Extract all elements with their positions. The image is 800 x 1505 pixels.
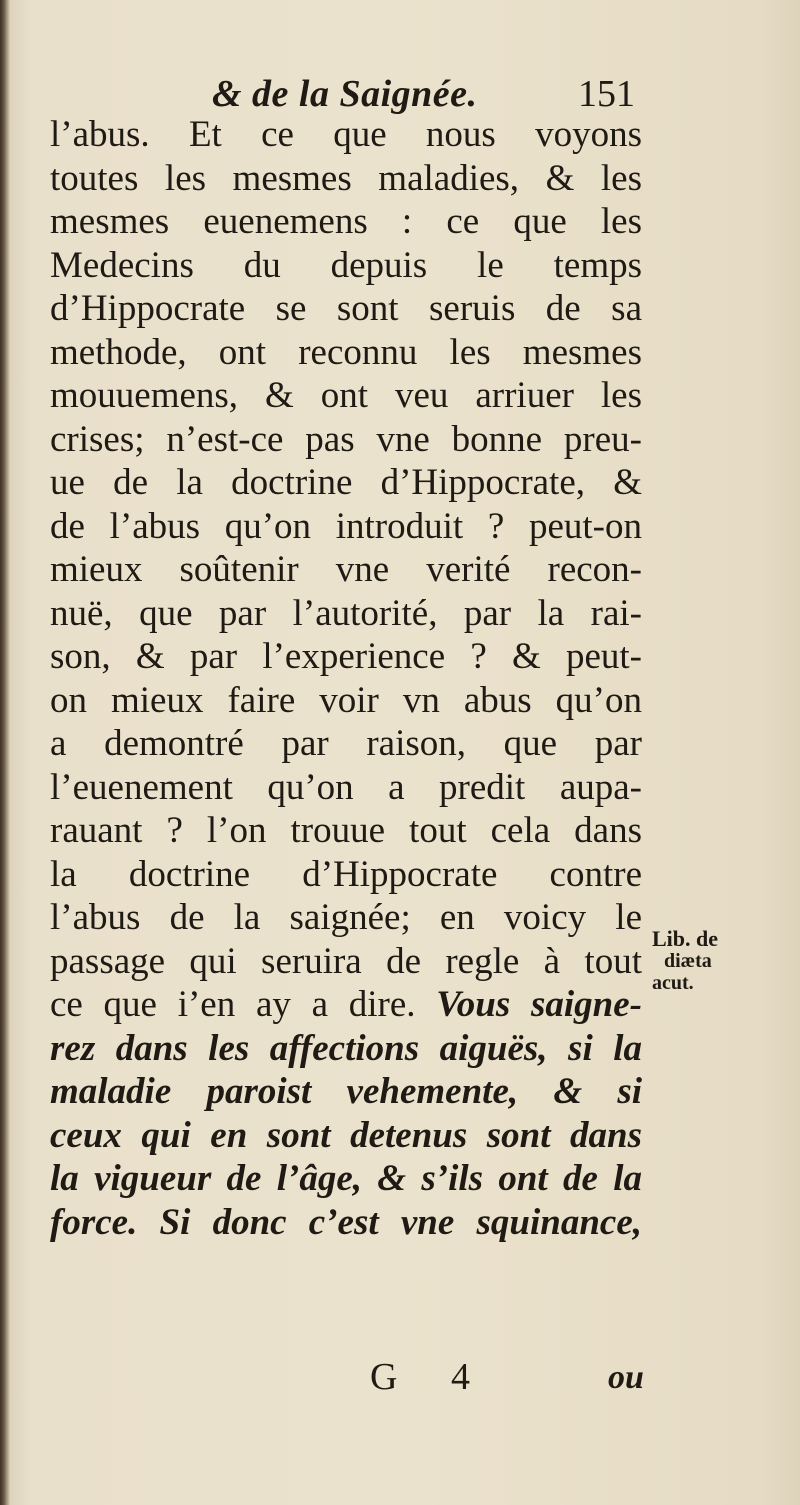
- text-line: ue de la doctrine d’Hippocrate, &: [50, 462, 642, 503]
- text-line: passage qui seruira de regle à tout: [50, 940, 642, 982]
- text-line: Medecins du depuis le temps: [50, 244, 642, 286]
- text-line: de l’abus qu’on introduit ? peut-on: [50, 505, 642, 547]
- text-line: l’abus. Et ce que nous voyons: [50, 114, 642, 155]
- text-line: l’euenement qu’on a predit aupa-: [50, 766, 642, 808]
- italic-segment: Vous saigne-: [436, 984, 642, 1025]
- italic-line: maladie paroist vehemente, & si: [50, 1071, 642, 1112]
- text-line: a demontré par raison, que par: [50, 723, 642, 764]
- text-line: la doctrine d’Hippocrate contre: [50, 853, 642, 895]
- text-line: mesmes euenemens : ce que les: [50, 201, 642, 242]
- roman-segment: ce que i’en ay a dire.: [50, 984, 416, 1025]
- text-line: son, & par l’experience ? & peut-: [50, 636, 642, 677]
- italic-line: force. Si donc c’est vne squinance,: [50, 1201, 642, 1243]
- page-footer: [0, 1355, 800, 1405]
- text-line: mouuemens, & ont veu arriuer les: [50, 375, 642, 416]
- text-line: d’Hippocrate se sont seruis de sa: [50, 288, 642, 329]
- signature-mark: G 4: [370, 1356, 492, 1398]
- text-line: rauant ? l’on trouue tout cela dans: [50, 810, 642, 851]
- italic-line: la vigueur de l’âge, & s’ils ont de la: [50, 1158, 642, 1199]
- italic-line: rez dans les affections aiguës, si la: [50, 1027, 642, 1069]
- margin-note-line: acut.: [652, 972, 694, 994]
- margin-note-line: Lib. de: [652, 926, 719, 951]
- text-line: mieux soûtenir vne verité recon-: [50, 549, 642, 590]
- running-title: & de la Saignée.: [212, 73, 478, 115]
- main-text: [50, 113, 642, 1244]
- margin-note-line: diæta: [664, 950, 712, 972]
- text-line-mixed: [50, 983, 642, 1027]
- marginal-reference: [652, 928, 762, 994]
- text-line: on mieux faire voir vn abus qu’on: [50, 679, 642, 721]
- text-line: nuë, que par l’autorité, par la rai-: [50, 592, 642, 634]
- page-number: 151: [578, 73, 635, 115]
- page-gutter: [0, 0, 10, 1505]
- text-line: crises; n’est-ce pas vne bonne preu-: [50, 418, 642, 460]
- italic-line: ceux qui en sont detenus sont dans: [50, 1114, 642, 1156]
- text-line: toutes les mesmes maladies, & les: [50, 157, 642, 199]
- text-line: methode, ont reconnu les mesmes: [50, 331, 642, 373]
- catchword: ou: [608, 1359, 644, 1396]
- text-line: l’abus de la saignée; en voicy le: [50, 897, 642, 938]
